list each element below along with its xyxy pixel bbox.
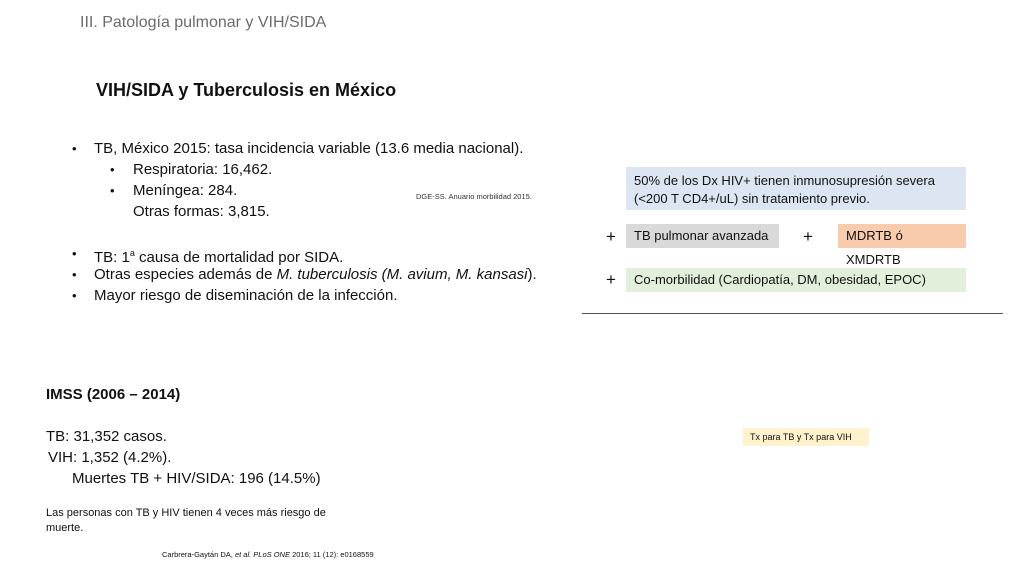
bullet-text-respiratoria: Respiratoria: 16,462.	[133, 161, 273, 178]
bullet-text-mortalidad-prefix: TB: 1	[94, 249, 130, 266]
imss-block	[46, 384, 321, 489]
box-tb-pulmonar: TB pulmonar avanzada	[626, 224, 779, 248]
citation-suffix: 2016; 11 (12): e0168559	[289, 550, 374, 559]
bullet-text-otras-especies-suffix: ).	[527, 266, 537, 283]
bullet-dot: •	[110, 162, 115, 177]
bullet-text-otras-especies-prefix: Otras especies además de	[94, 266, 277, 283]
source-dge: DGE-SS. Anuario morbilidad 2015.	[416, 192, 532, 201]
imss-deaths: Muertes TB + HIV/SIDA: 196 (14.5%)	[72, 470, 321, 487]
section-title: III. Patología pulmonar y VIH/SIDA	[80, 14, 327, 31]
box-inmunosupresion-line1: 50% de los Dx HIV+ tienen inmunosupresión severa	[634, 173, 935, 188]
bullet-text-mortalidad-suffix: causa de mortalidad por SIDA.	[134, 249, 344, 266]
plus-sign: +	[803, 227, 813, 246]
bullet-dot: •	[72, 267, 77, 282]
citation-prefix: Carbrera-Gaytán DA,	[162, 550, 235, 559]
bullet-dot: •	[72, 246, 77, 261]
box-inmunosupresion-line2: (<200 T CD4+/uL) sin tratamiento previo.	[634, 191, 870, 206]
box-mdrtb: MDRTB ó XMDRTB	[838, 224, 966, 248]
bullet-dot: •	[110, 183, 115, 198]
bullet-text-otras-formas: Otras formas: 3,815.	[133, 203, 270, 220]
bullet-dot: •	[72, 141, 77, 156]
box-comorbilidad: Co-morbilidad (Cardiopatía, DM, obesidad, EPOC)	[626, 268, 966, 292]
bullet-text-otras-especies	[94, 264, 537, 285]
plus-sign: +	[606, 270, 616, 289]
imss-spacer	[46, 405, 321, 426]
divider-line	[582, 313, 1003, 314]
bullet-dot: •	[72, 288, 77, 303]
bullet-text-diseminacion: Mayor riesgo de diseminación de la infección.	[94, 287, 398, 304]
box-inmunosupresion	[626, 167, 966, 210]
imss-heading: IMSS (2006 – 2014)	[46, 386, 181, 403]
imss-tb-cases: TB: 31,352 casos.	[46, 428, 167, 445]
bullet-text-meningea: Meníngea: 284.	[133, 182, 238, 199]
citation-italic: et al. PLoS ONE	[234, 550, 290, 559]
superscript-a: a	[129, 248, 135, 258]
plus-sign: +	[606, 227, 616, 246]
bullet-text-tb-mexico: TB, México 2015: tasa incidencia variable (13.6 media nacional).	[94, 140, 524, 157]
citation	[162, 550, 374, 559]
box-tratamiento: Tx para TB y Tx para VIH	[743, 428, 869, 446]
imss-vih-cases: VIH: 1,352 (4.2%).	[48, 449, 172, 466]
bullet-text-species-italic: M. tuberculosis (M. avium, M. kansasi	[276, 266, 528, 283]
slide-title: VIH/SIDA y Tuberculosis en México	[96, 80, 397, 100]
risk-note: Las personas con TB y HIV tienen 4 veces más riesgo de muerte.	[46, 507, 326, 534]
